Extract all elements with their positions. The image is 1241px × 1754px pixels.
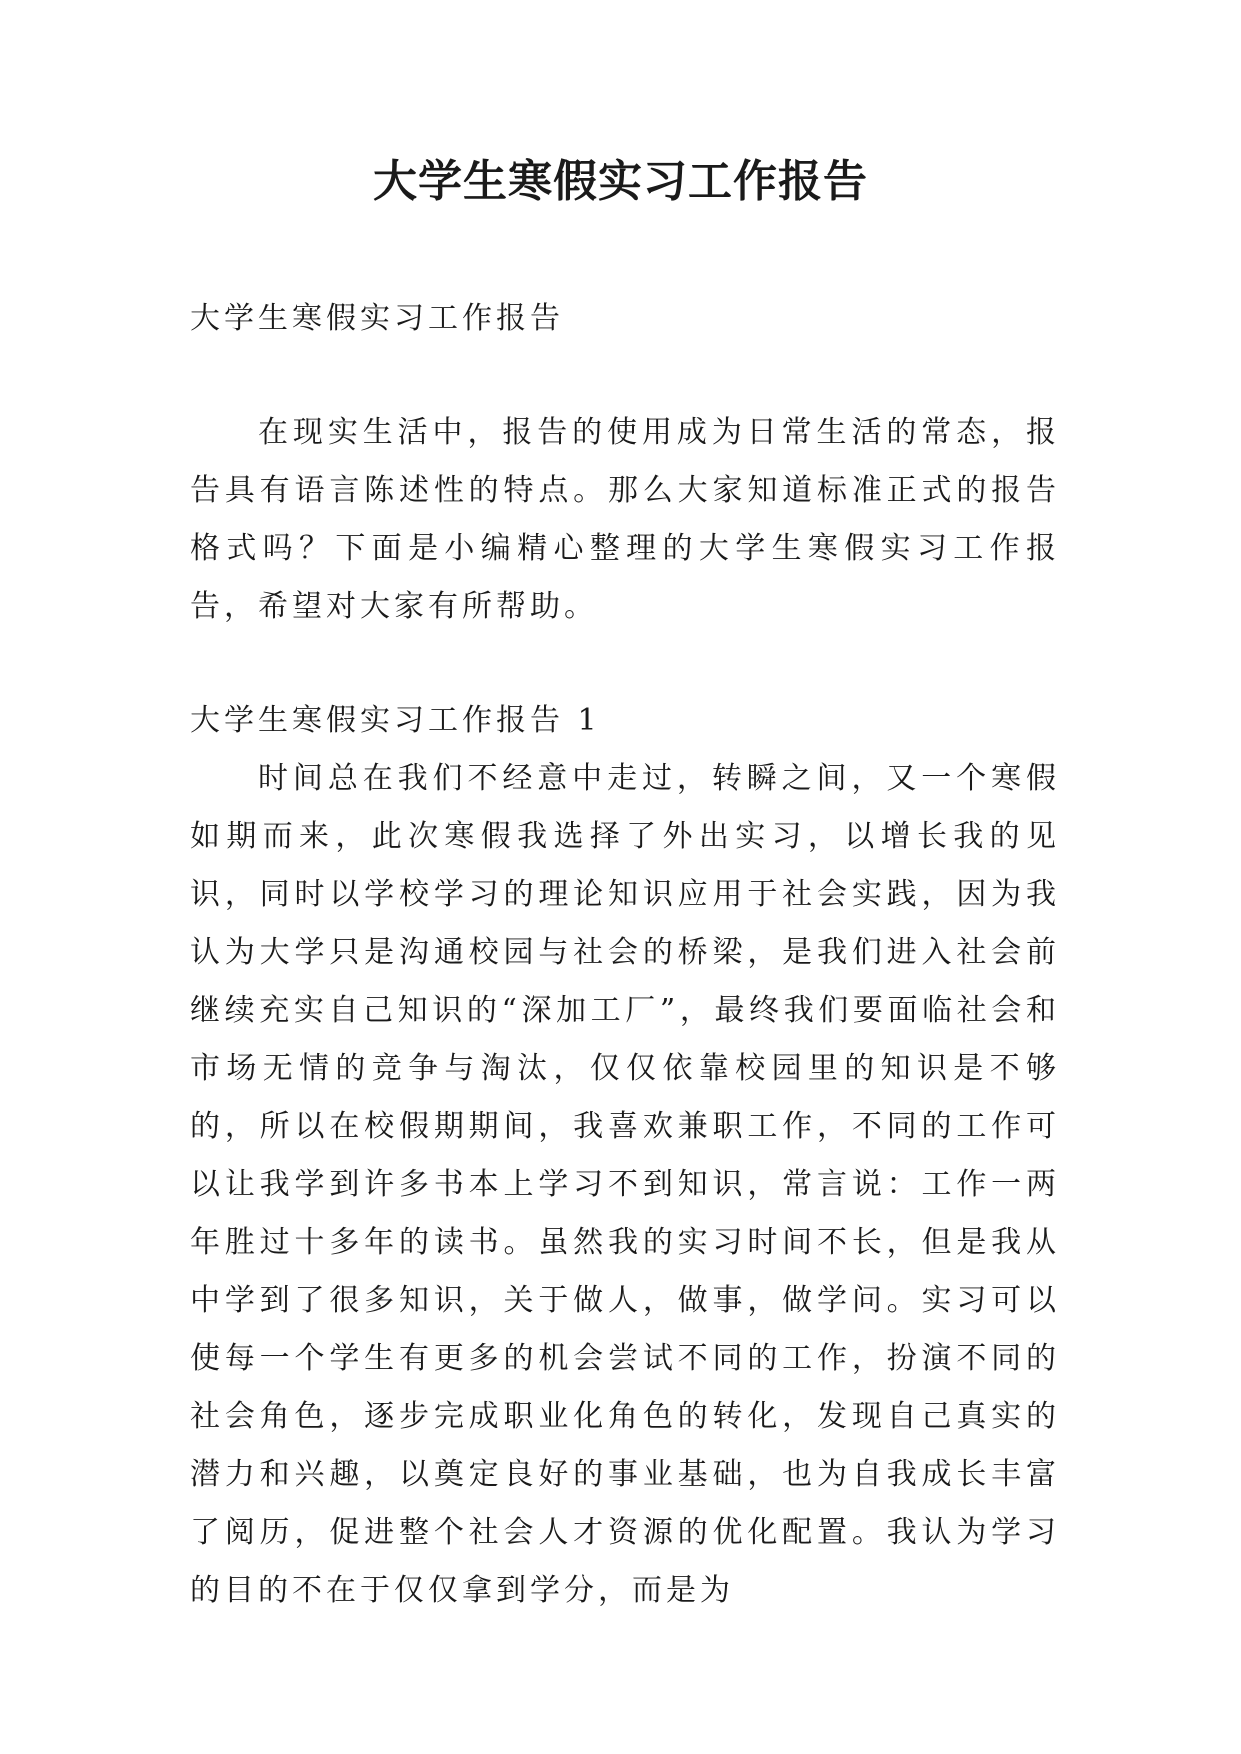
document-title: 大学生寒假实习工作报告 xyxy=(373,156,868,207)
document-body xyxy=(190,290,1060,1620)
section-1-heading: 大学生寒假实习工作报告 1 xyxy=(190,703,601,738)
section-1-paragraph: 时间总在我们不经意中走过，转瞬之间，又一个寒假如期而来，此次寒假我选择了外出实习，以增长我的见识，同时以学校学习的理论知识应用于社会实践，因为我认为大学只是沟通校园与社会的桥梁，是我们进入社会前继续充实自己知识的“深加工厂”，最终我们要面临社会和市场无情的竞争与淘汰，仅仅依靠校园里的知识是不够的，所以在校假期期间，我喜欢兼职工作，不同的工作可以让我学到许多书本上学习不到知识，常言说：工作一两年胜过十多年的读书。虽然我的实习时间不长，但是我从中学到了很多知识，关于做人，做事，做学问。实习可以使每一个学生有更多的机会尝试不同的工作，扮演不同的社会角色，逐步完成职业化角色的转化，发现自己真实的潜力和兴趣，以奠定良好的事业基础，也为自我成长丰富了阅历，促进整个社会人才资源的优化配置。我认为学习的目的不在于仅仅拿到学分，而是为 xyxy=(190,761,1060,1608)
document-subtitle: 大学生寒假实习工作报告 xyxy=(190,301,564,336)
intro-paragraph: 在现实生活中，报告的使用成为日常生活的常态，报告具有语言陈述性的特点。那么大家知道标准正式的报告格式吗？下面是小编精心整理的大学生寒假实习工作报告，希望对大家有所帮助。 xyxy=(190,415,1060,624)
